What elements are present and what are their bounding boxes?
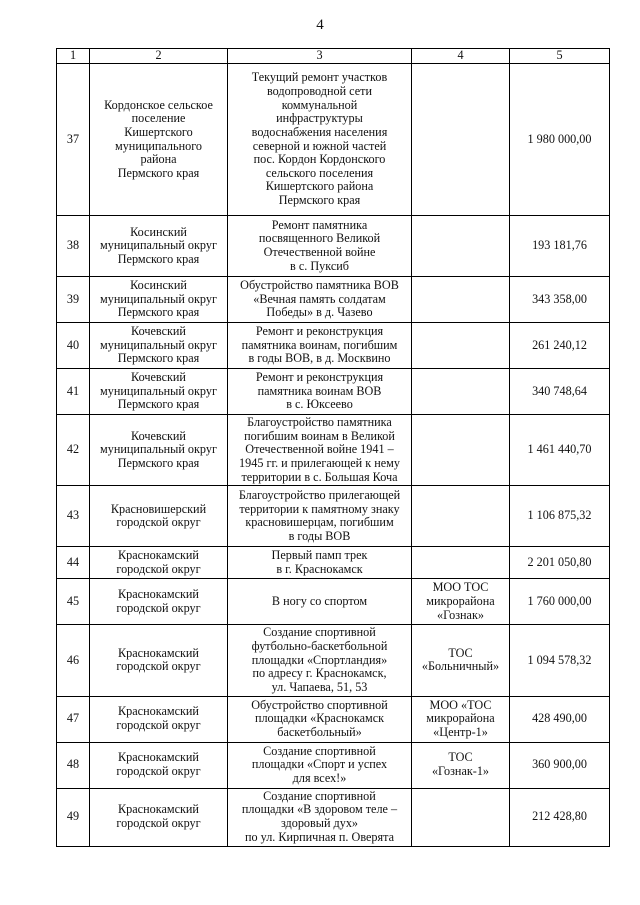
project-cell: Первый памп трек в г. Краснокамск: [228, 547, 412, 579]
row-number: 37: [57, 64, 90, 216]
project-cell: В ногу со спортом: [228, 579, 412, 625]
municipality-cell: Косинский муниципальный округ Пермского края: [90, 216, 228, 277]
row-number: 49: [57, 788, 90, 846]
project-cell: Создание спортивной футбольно-баскетбольной площадки «Спортландия» по адресу г. Краснокамск, ул. Чапаева, 51, 53: [228, 625, 412, 696]
column-header: 4: [412, 49, 510, 64]
row-number: 44: [57, 547, 90, 579]
table-row: [57, 216, 610, 277]
table-row: [57, 323, 610, 369]
project-cell: Обустройство памятника ВОВ «Вечная память солдатам Победы» в д. Чазево: [228, 277, 412, 323]
row-number: 48: [57, 742, 90, 788]
project-cell: Ремонт и реконструкция памятника воинам, погибшим в годы ВОВ, в д. Москвино: [228, 323, 412, 369]
municipality-cell: Красновишерский городской округ: [90, 486, 228, 547]
amount-cell: 340 748,64: [510, 369, 610, 415]
initiator-cell: [412, 547, 510, 579]
initiator-cell: МОО ТОС микрорайона «Гознак»: [412, 579, 510, 625]
initiator-cell: [412, 64, 510, 216]
initiator-cell: [412, 415, 510, 486]
project-cell: Благоустройство памятника погибшим воинам в Великой Отечественной войне 1941 – 1945 гг. и прилегающей к нему территории в с. Большая Коча: [228, 415, 412, 486]
table-row: [57, 579, 610, 625]
row-number: 45: [57, 579, 90, 625]
amount-cell: 343 358,00: [510, 277, 610, 323]
row-number: 43: [57, 486, 90, 547]
project-cell: Обустройство спортивной площадки «Краснокамск баскетбольный»: [228, 696, 412, 742]
municipality-cell: Краснокамский городской округ: [90, 788, 228, 846]
page-number: 4: [316, 17, 324, 33]
amount-cell: 360 900,00: [510, 742, 610, 788]
row-number: 40: [57, 323, 90, 369]
row-number: 39: [57, 277, 90, 323]
initiator-cell: [412, 369, 510, 415]
municipality-cell: Косинский муниципальный округ Пермского края: [90, 277, 228, 323]
table-row: [57, 696, 610, 742]
initiator-cell: [412, 216, 510, 277]
table-row: [57, 486, 610, 547]
initiator-cell: ТОС «Больничный»: [412, 625, 510, 696]
municipality-cell: Краснокамский городской округ: [90, 579, 228, 625]
table-row: [57, 625, 610, 696]
row-number: 47: [57, 696, 90, 742]
row-number: 41: [57, 369, 90, 415]
amount-cell: 1 106 875,32: [510, 486, 610, 547]
row-number: 38: [57, 216, 90, 277]
column-header: 2: [90, 49, 228, 64]
initiator-cell: [412, 486, 510, 547]
table-row: [57, 415, 610, 486]
row-number: 42: [57, 415, 90, 486]
amount-cell: 1 980 000,00: [510, 64, 610, 216]
initiator-cell: [412, 323, 510, 369]
amount-cell: 193 181,76: [510, 216, 610, 277]
amount-cell: 1 094 578,32: [510, 625, 610, 696]
initiator-cell: ТОС «Гознак-1»: [412, 742, 510, 788]
project-cell: Текущий ремонт участков водопроводной сети коммунальной инфраструктуры водоснабжения населения северной и южной частей пос. Кордон Кордонского сельского поселения Кишертского района Пермского края: [228, 64, 412, 216]
amount-cell: 428 490,00: [510, 696, 610, 742]
table-row: [57, 547, 610, 579]
project-cell: Ремонт и реконструкция памятника воинам ВОВ в с. Юксеево: [228, 369, 412, 415]
table-row: [57, 788, 610, 846]
municipality-cell: Краснокамский городской округ: [90, 625, 228, 696]
project-cell: Ремонт памятника посвященного Великой Отечественной войне в с. Пуксиб: [228, 216, 412, 277]
table-row: [57, 369, 610, 415]
column-header: 5: [510, 49, 610, 64]
amount-cell: 1 760 000,00: [510, 579, 610, 625]
project-cell: Благоустройство прилегающей территории к памятному знаку красновишерцам, погибшим в годы ВОВ: [228, 486, 412, 547]
projects-table: [56, 48, 610, 847]
initiator-cell: МОО «ТОС микрорайона «Центр-1»: [412, 696, 510, 742]
project-cell: Создание спортивной площадки «В здоровом теле – здоровый дух» по ул. Кирпичная п. Оверята: [228, 788, 412, 846]
amount-cell: 1 461 440,70: [510, 415, 610, 486]
column-header: 3: [228, 49, 412, 64]
project-cell: Создание спортивной площадки «Спорт и успех для всех!»: [228, 742, 412, 788]
table-row: [57, 742, 610, 788]
initiator-cell: [412, 277, 510, 323]
municipality-cell: Кочевский муниципальный округ Пермского края: [90, 323, 228, 369]
municipality-cell: Краснокамский городской округ: [90, 742, 228, 788]
municipality-cell: Краснокамский городской округ: [90, 547, 228, 579]
amount-cell: 2 201 050,80: [510, 547, 610, 579]
table-row: [57, 277, 610, 323]
column-header-row: [57, 49, 610, 64]
row-number: 46: [57, 625, 90, 696]
municipality-cell: Кочевский муниципальный округ Пермского края: [90, 415, 228, 486]
column-header: 1: [57, 49, 90, 64]
municipality-cell: Краснокамский городской округ: [90, 696, 228, 742]
initiator-cell: [412, 788, 510, 846]
amount-cell: 261 240,12: [510, 323, 610, 369]
municipality-cell: Кордонское сельское поселение Кишертского муниципального района Пермского края: [90, 64, 228, 216]
table-row: [57, 64, 610, 216]
amount-cell: 212 428,80: [510, 788, 610, 846]
municipality-cell: Кочевский муниципальный округ Пермского края: [90, 369, 228, 415]
